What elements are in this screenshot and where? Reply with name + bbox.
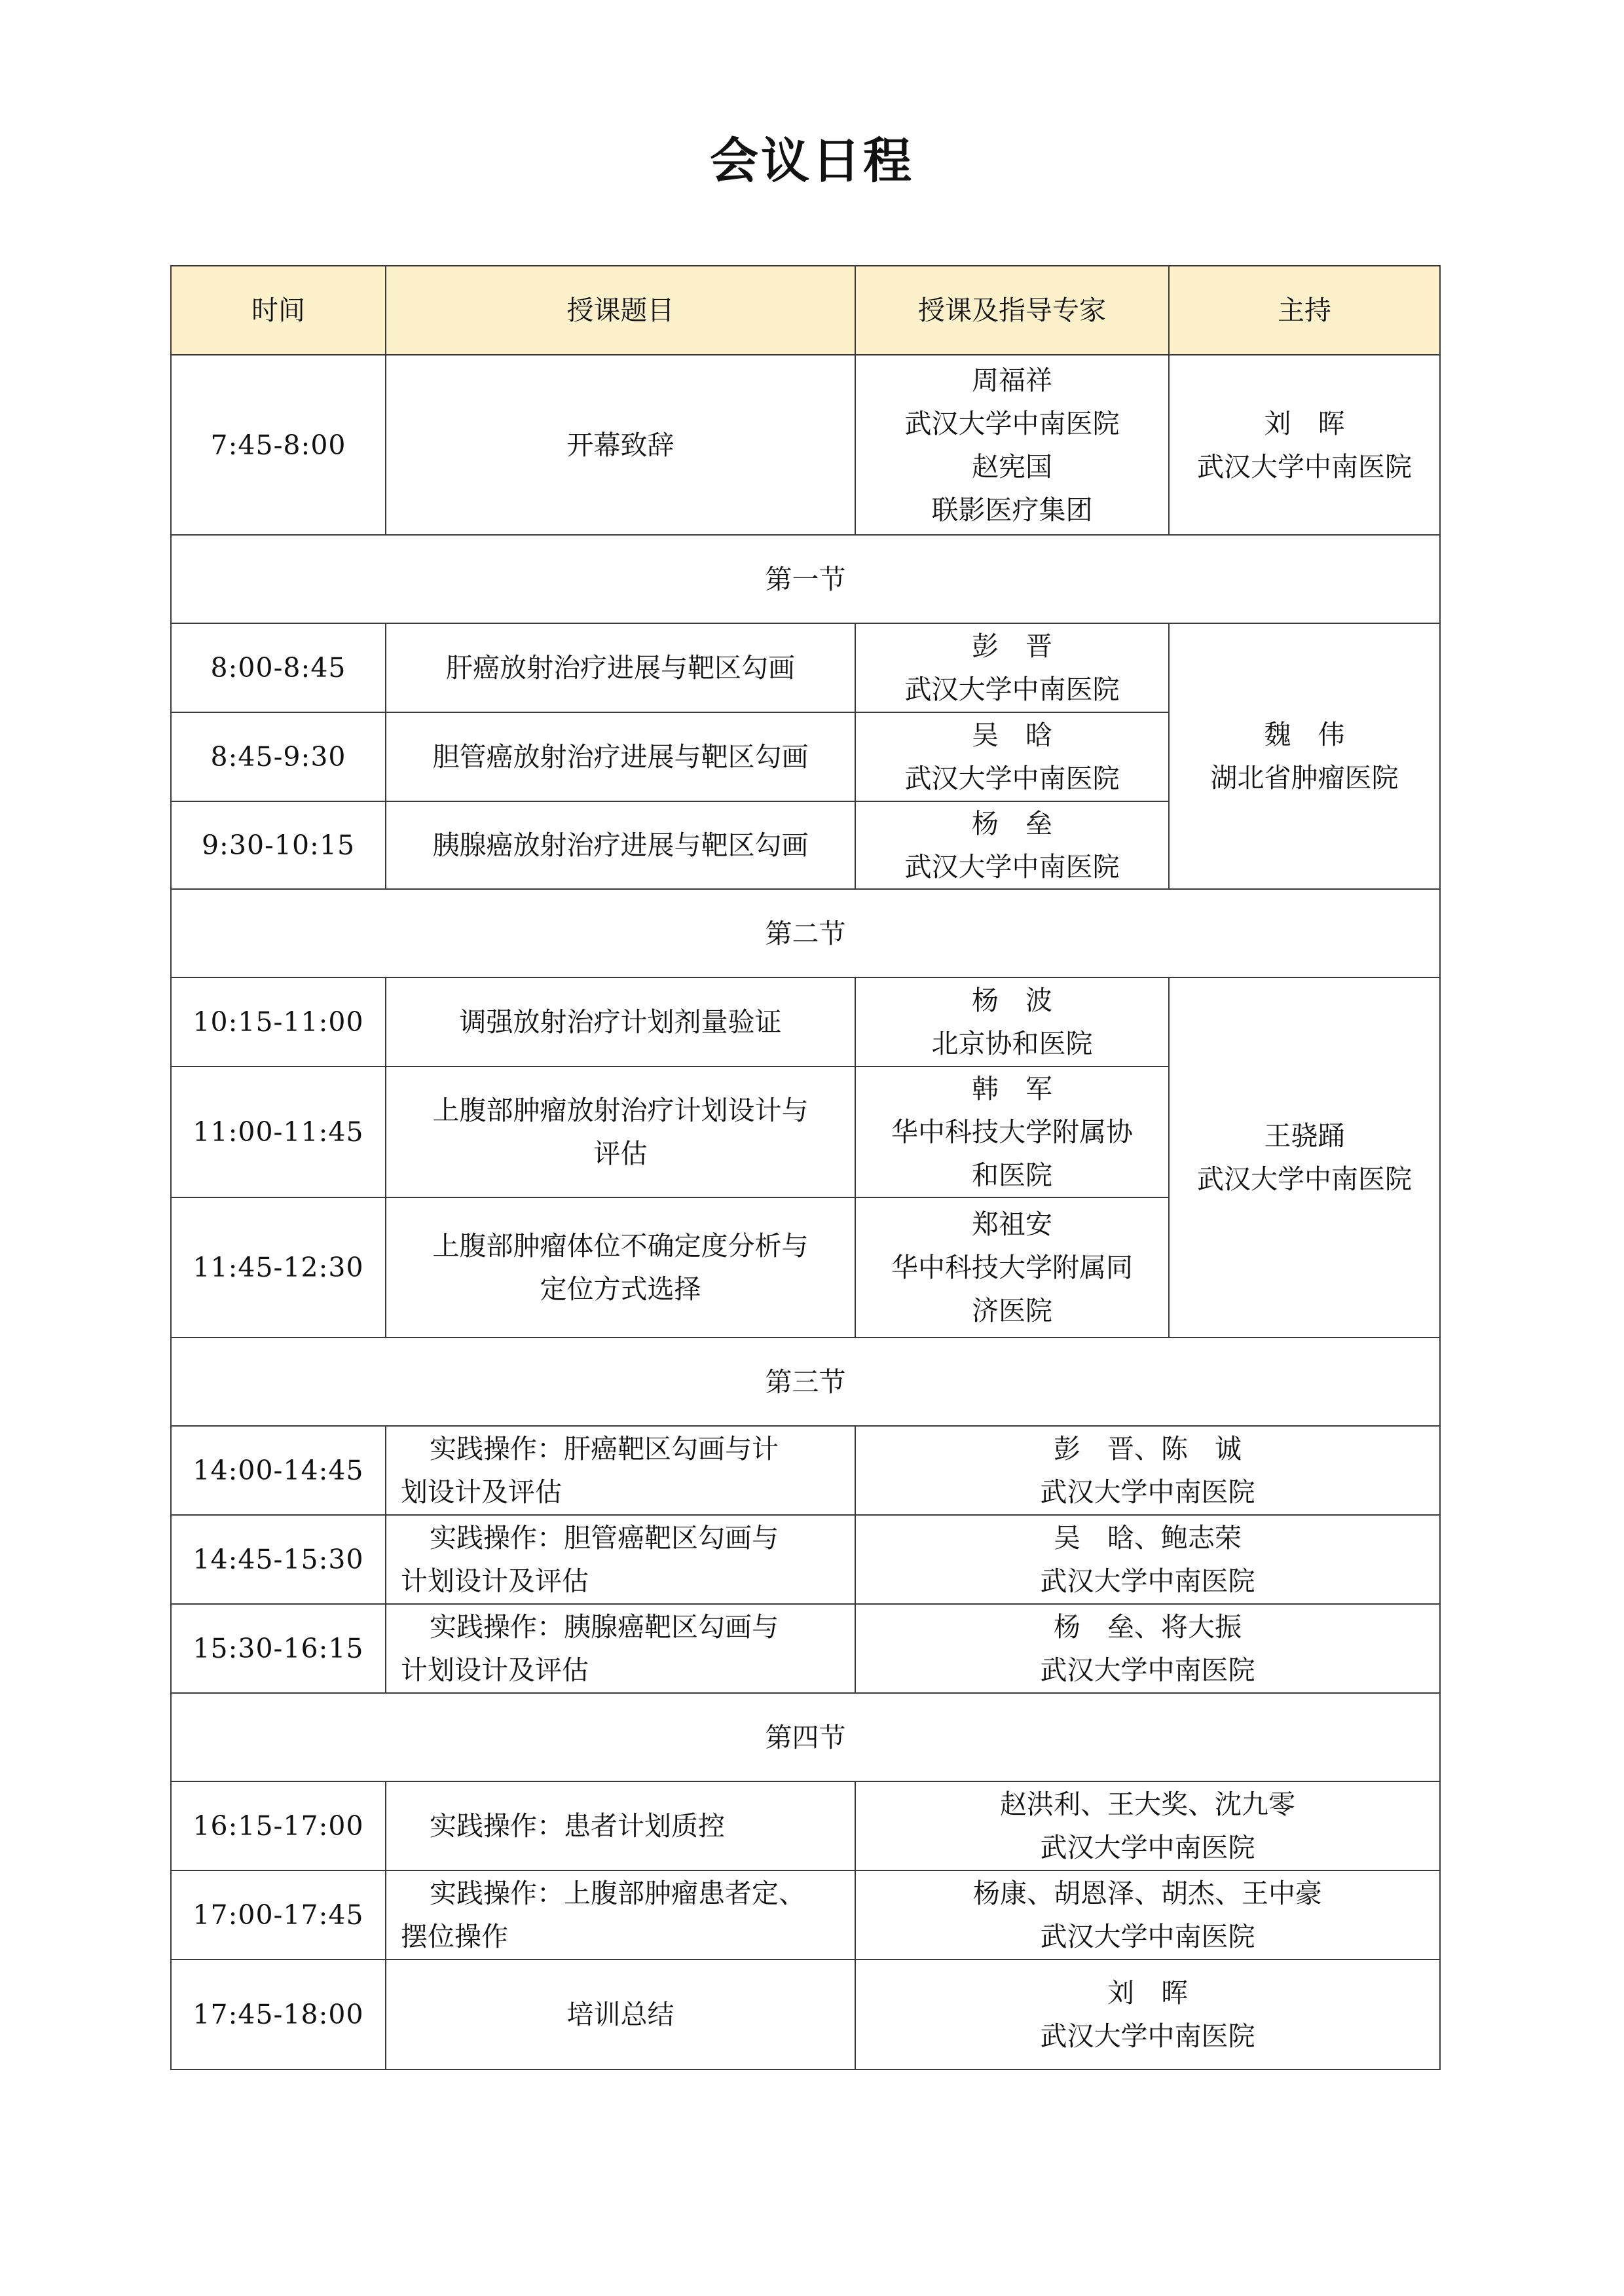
experts-cell — [855, 355, 1169, 535]
expert-line: 赵宪国 — [972, 450, 1052, 483]
table-row — [171, 1959, 1440, 2069]
time-cell: 8:45-9:30 — [171, 712, 386, 801]
topic-cell: 肝癌放射治疗进展与靶区勾画 — [386, 623, 855, 712]
experts-cell — [855, 623, 1169, 712]
topic-line — [401, 1427, 841, 1470]
topic-cell — [386, 1197, 855, 1338]
section-row — [171, 1693, 1440, 1781]
topic-line: 计划设计及评估 — [401, 1565, 589, 1597]
expert-line: 武汉大学中南医院 — [1040, 1654, 1255, 1686]
expert-line: 杨 垒、将大振 — [1054, 1611, 1242, 1643]
table-row — [171, 355, 1440, 535]
expert-line: 武汉大学中南医院 — [1040, 1832, 1255, 1863]
expert-line: 华中科技大学附属同 — [891, 1252, 1133, 1283]
experts-cell — [855, 1066, 1169, 1197]
expert-line: 武汉大学中南医院 — [1040, 1921, 1255, 1952]
time-cell: 14:00-14:45 — [171, 1426, 386, 1515]
expert-line: 杨 垒 — [972, 808, 1052, 839]
expert-line: 彭 晋 — [972, 630, 1052, 662]
experts-cell — [855, 1604, 1440, 1693]
host-name: 王骁踊 — [1264, 1120, 1345, 1152]
time-cell: 17:45-18:00 — [171, 1959, 386, 2069]
time-cell: 11:00-11:45 — [171, 1066, 386, 1197]
topic-text: 实践操作：胰腺癌靶区勾画与 — [430, 1611, 779, 1643]
expert-line: 周福祥 — [972, 364, 1052, 396]
time-cell: 15:30-16:15 — [171, 1604, 386, 1693]
topic-cell — [386, 1604, 855, 1693]
topic-line: 评估 — [593, 1138, 648, 1169]
topic-line: 上腹部肿瘤体位不确定度分析与 — [432, 1230, 809, 1262]
topic-line — [401, 1605, 841, 1649]
expert-line: 武汉大学中南医院 — [904, 763, 1120, 794]
topic-text: 实践操作：患者计划质控 — [430, 1810, 725, 1842]
host-cell — [1169, 623, 1440, 889]
time-cell: 8:00-8:45 — [171, 623, 386, 712]
experts-cell — [855, 1197, 1169, 1338]
topic-cell — [386, 1781, 855, 1870]
time-cell: 16:15-17:00 — [171, 1781, 386, 1870]
expert-line: 郑祖安 — [972, 1209, 1052, 1240]
topic-text: 实践操作：上腹部肿瘤患者定、 — [430, 1878, 805, 1909]
topic-cell: 开幕致辞 — [386, 355, 855, 535]
host-affiliation: 湖北省肿瘤医院 — [1210, 762, 1399, 793]
expert-line: 彭 晋、陈 诚 — [1054, 1433, 1242, 1465]
section-row — [171, 535, 1440, 623]
expert-line: 赵洪利、王大奖、沈九零 — [1000, 1789, 1295, 1820]
header-topic: 授课题目 — [386, 266, 855, 355]
experts-cell — [855, 1870, 1440, 1959]
expert-line: 武汉大学中南医院 — [904, 407, 1120, 439]
expert-line: 武汉大学中南医院 — [904, 851, 1120, 883]
table-row — [171, 977, 1440, 1066]
host-cell — [1169, 977, 1440, 1338]
expert-line: 武汉大学中南医院 — [1040, 1565, 1255, 1597]
table-row — [171, 1870, 1440, 1959]
host-affiliation: 武汉大学中南医院 — [1197, 1163, 1412, 1195]
host-name: 魏 伟 — [1264, 719, 1345, 750]
topic-text: 实践操作：肝癌靶区勾画与计 — [430, 1433, 779, 1465]
table-row — [171, 623, 1440, 712]
section-row — [171, 1338, 1440, 1426]
expert-line: 武汉大学中南医院 — [1040, 1476, 1255, 1508]
header-time: 时间 — [171, 266, 386, 355]
topic-cell — [386, 977, 855, 1066]
topic-line — [401, 1872, 841, 1915]
expert-line: 武汉大学中南医院 — [904, 674, 1120, 705]
time-cell: 11:45-12:30 — [171, 1197, 386, 1338]
expert-line: 吴 晗 — [972, 720, 1052, 751]
topic-line: 计划设计及评估 — [401, 1654, 589, 1686]
time-cell: 14:45-15:30 — [171, 1515, 386, 1604]
header-experts: 授课及指导专家 — [855, 266, 1169, 355]
table-row — [171, 1781, 1440, 1870]
time-cell: 9:30-10:15 — [171, 801, 386, 889]
host-name: 刘 晖 — [1264, 407, 1345, 439]
topic-line: 培训总结 — [566, 1999, 674, 2030]
experts-cell — [855, 1959, 1440, 2069]
topic-cell: 胆管癌放射治疗进展与靶区勾画 — [386, 712, 855, 801]
section-label: 第一节 — [171, 535, 1440, 623]
time-cell: 7:45-8:00 — [171, 355, 386, 535]
topic-line: 划设计及评估 — [401, 1476, 562, 1508]
topic-cell — [386, 1515, 855, 1604]
experts-cell — [855, 801, 1169, 889]
topic-cell — [386, 1066, 855, 1197]
experts-cell — [855, 712, 1169, 801]
topic-cell — [386, 1426, 855, 1515]
topic-cell — [386, 1870, 855, 1959]
section-row — [171, 889, 1440, 977]
topic-line — [401, 1804, 841, 1848]
expert-line: 华中科技大学附属协 — [891, 1116, 1133, 1148]
page-title: 会议日程 — [710, 133, 914, 189]
expert-line: 北京协和医院 — [931, 1028, 1093, 1059]
experts-cell — [855, 1781, 1440, 1870]
expert-line: 刘 晖 — [1107, 1977, 1188, 2009]
topic-line: 调强放射治疗计划剂量验证 — [459, 1006, 782, 1038]
table-row — [171, 1426, 1440, 1515]
topic-cell: 胰腺癌放射治疗进展与靶区勾画 — [386, 801, 855, 889]
section-label: 第三节 — [171, 1338, 1440, 1426]
topic-line — [401, 1516, 841, 1559]
table-row — [171, 1515, 1440, 1604]
header-host: 主持 — [1169, 266, 1440, 355]
table-row — [171, 1604, 1440, 1693]
topic-line: 定位方式选择 — [540, 1273, 701, 1305]
time-cell: 17:00-17:45 — [171, 1870, 386, 1959]
experts-cell — [855, 977, 1169, 1066]
host-affiliation: 武汉大学中南医院 — [1197, 450, 1412, 483]
expert-line: 杨康、胡恩泽、胡杰、王中豪 — [973, 1878, 1322, 1909]
experts-cell — [855, 1515, 1440, 1604]
expert-line: 武汉大学中南医院 — [1040, 2020, 1255, 2052]
expert-line: 济医院 — [972, 1295, 1052, 1326]
expert-line: 吴 晗、鲍志荣 — [1054, 1522, 1242, 1554]
experts-cell — [855, 1426, 1440, 1515]
expert-line: 杨 波 — [972, 985, 1052, 1016]
time-cell: 10:15-11:00 — [171, 977, 386, 1066]
topic-text: 实践操作：胆管癌靶区勾画与 — [430, 1522, 779, 1554]
topic-cell — [386, 1959, 855, 2069]
topic-line: 上腹部肿瘤放射治疗计划设计与 — [432, 1095, 809, 1126]
expert-line: 联影医疗集团 — [931, 494, 1093, 526]
table-header-row — [171, 266, 1440, 355]
expert-line: 和医院 — [972, 1159, 1052, 1191]
section-label: 第四节 — [171, 1693, 1440, 1781]
host-cell — [1169, 355, 1440, 535]
expert-line: 韩 军 — [972, 1073, 1052, 1104]
schedule-table — [170, 265, 1441, 2070]
topic-line: 摆位操作 — [401, 1921, 508, 1952]
section-label: 第二节 — [171, 889, 1440, 977]
